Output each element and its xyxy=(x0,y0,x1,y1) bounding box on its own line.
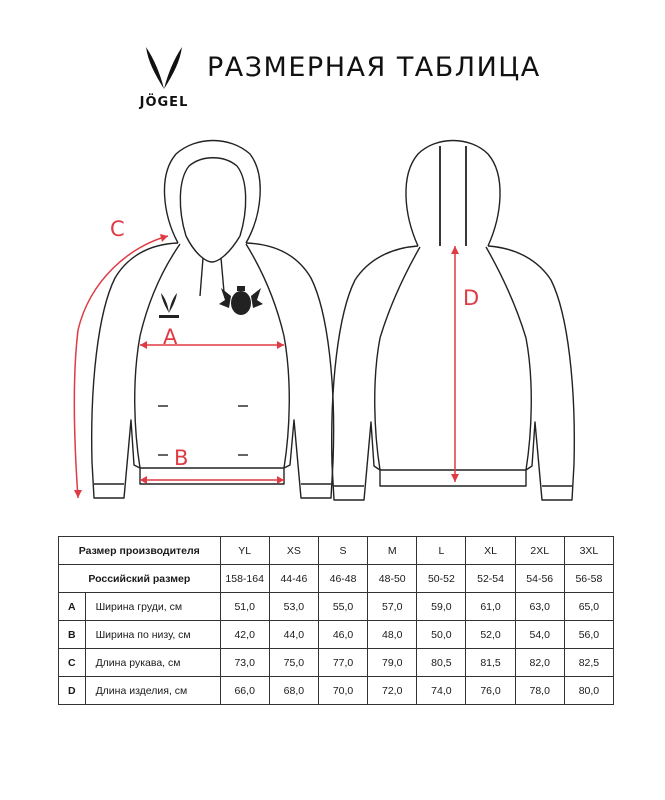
back-side-panel-right xyxy=(526,338,531,470)
russian-size-cell: 56-58 xyxy=(564,565,613,593)
label-c: C xyxy=(110,217,125,241)
value-cell: 42,0 xyxy=(220,621,269,649)
measure-arrow-d-top xyxy=(451,246,459,254)
value-cell: 59,0 xyxy=(417,593,466,621)
value-cell: 80,0 xyxy=(564,677,613,705)
table-row-sleeve xyxy=(59,649,614,677)
value-cell: 66,0 xyxy=(220,677,269,705)
value-cell: 55,0 xyxy=(318,593,367,621)
chest-emblem-icon xyxy=(219,286,263,315)
value-cell: 79,0 xyxy=(368,649,417,677)
value-cell: 46,0 xyxy=(318,621,367,649)
value-cell: 53,0 xyxy=(269,593,318,621)
value-cell: 72,0 xyxy=(368,677,417,705)
size-cell: 2XL xyxy=(515,537,564,565)
russian-size-cell: 52-54 xyxy=(466,565,515,593)
russian-size-cell: 158-164 xyxy=(220,565,269,593)
value-cell: 68,0 xyxy=(269,677,318,705)
value-cell: 61,0 xyxy=(466,593,515,621)
size-table xyxy=(58,536,614,705)
value-cell: 82,5 xyxy=(564,649,613,677)
size-table-body xyxy=(59,537,614,705)
row-letter: A xyxy=(59,593,86,621)
value-cell: 52,0 xyxy=(466,621,515,649)
back-raglan-right xyxy=(486,247,526,338)
front-drawcord-left xyxy=(200,258,203,296)
table-row-chest xyxy=(59,593,614,621)
front-drawcord-right xyxy=(221,258,224,292)
size-cell: L xyxy=(417,537,466,565)
row-parameter: Ширина по низу, см xyxy=(85,621,220,649)
value-cell: 78,0 xyxy=(515,677,564,705)
manufacturer-size-header: Размер производителя xyxy=(59,537,221,565)
front-raglan-left xyxy=(140,244,180,336)
front-side-panel-left xyxy=(135,336,140,468)
value-cell: 82,0 xyxy=(515,649,564,677)
page-title: РАЗМЕРНАЯ ТАБЛИЦА xyxy=(207,52,541,83)
russian-size-cell: 46-48 xyxy=(318,565,367,593)
value-cell: 56,0 xyxy=(564,621,613,649)
table-row-bottom xyxy=(59,621,614,649)
back-hood-outline xyxy=(406,141,500,247)
size-cell: M xyxy=(368,537,417,565)
back-hood-center-panel xyxy=(440,146,466,246)
size-cell: S xyxy=(318,537,367,565)
row-parameter: Длина изделия, см xyxy=(85,677,220,705)
brand-logo xyxy=(132,45,196,115)
label-d: D xyxy=(463,286,480,310)
measure-arrow-a-right xyxy=(277,341,284,349)
russian-size-cell: 48-50 xyxy=(368,565,417,593)
label-b: B xyxy=(174,446,189,470)
measure-arrow-a-left xyxy=(140,341,147,349)
front-hood-inner xyxy=(180,158,245,236)
value-cell: 57,0 xyxy=(368,593,417,621)
size-cell: 3XL xyxy=(564,537,613,565)
size-cell: XS xyxy=(269,537,318,565)
row-parameter: Ширина груди, см xyxy=(85,593,220,621)
row-letter: C xyxy=(59,649,86,677)
value-cell: 76,0 xyxy=(466,677,515,705)
russian-size-header: Российский размер xyxy=(59,565,221,593)
measure-arrow-b-left xyxy=(140,476,147,484)
russian-size-cell: 50-52 xyxy=(417,565,466,593)
value-cell: 54,0 xyxy=(515,621,564,649)
russian-size-cell: 44-46 xyxy=(269,565,318,593)
value-cell: 77,0 xyxy=(318,649,367,677)
measure-arrow-d-bottom xyxy=(451,474,459,482)
size-cell: XL xyxy=(466,537,515,565)
table-header-row xyxy=(59,537,614,565)
front-body-outline xyxy=(92,243,334,498)
value-cell: 80,5 xyxy=(417,649,466,677)
value-cell: 44,0 xyxy=(269,621,318,649)
front-side-panel-right xyxy=(284,336,289,468)
value-cell: 73,0 xyxy=(220,649,269,677)
front-neck-opening xyxy=(186,236,240,262)
value-cell: 65,0 xyxy=(564,593,613,621)
table-russian-row xyxy=(59,565,614,593)
row-letter: D xyxy=(59,677,86,705)
value-cell: 51,0 xyxy=(220,593,269,621)
measure-arrow-c-top xyxy=(160,234,168,242)
back-raglan-left xyxy=(380,247,420,338)
value-cell: 48,0 xyxy=(368,621,417,649)
hoodie-diagram xyxy=(0,130,665,520)
russian-size-cell: 54-56 xyxy=(515,565,564,593)
row-letter: B xyxy=(59,621,86,649)
measure-arrow-c-bottom xyxy=(74,490,82,498)
value-cell: 81,5 xyxy=(466,649,515,677)
value-cell: 75,0 xyxy=(269,649,318,677)
measure-line-c xyxy=(74,236,168,498)
value-cell: 74,0 xyxy=(417,677,466,705)
back-side-panel-left xyxy=(375,338,380,470)
back-body-outline xyxy=(332,246,575,500)
value-cell: 63,0 xyxy=(515,593,564,621)
table-row-length xyxy=(59,677,614,705)
value-cell: 50,0 xyxy=(417,621,466,649)
size-cell: YL xyxy=(220,537,269,565)
jogel-logo-icon xyxy=(132,45,196,93)
brand-name: JÖGEL xyxy=(139,95,189,110)
value-cell: 70,0 xyxy=(318,677,367,705)
front-raglan-right xyxy=(246,244,284,336)
measure-arrow-b-right xyxy=(277,476,284,484)
chest-logo-icon xyxy=(159,293,179,318)
label-a: A xyxy=(163,325,178,349)
row-parameter: Длина рукава, см xyxy=(85,649,220,677)
